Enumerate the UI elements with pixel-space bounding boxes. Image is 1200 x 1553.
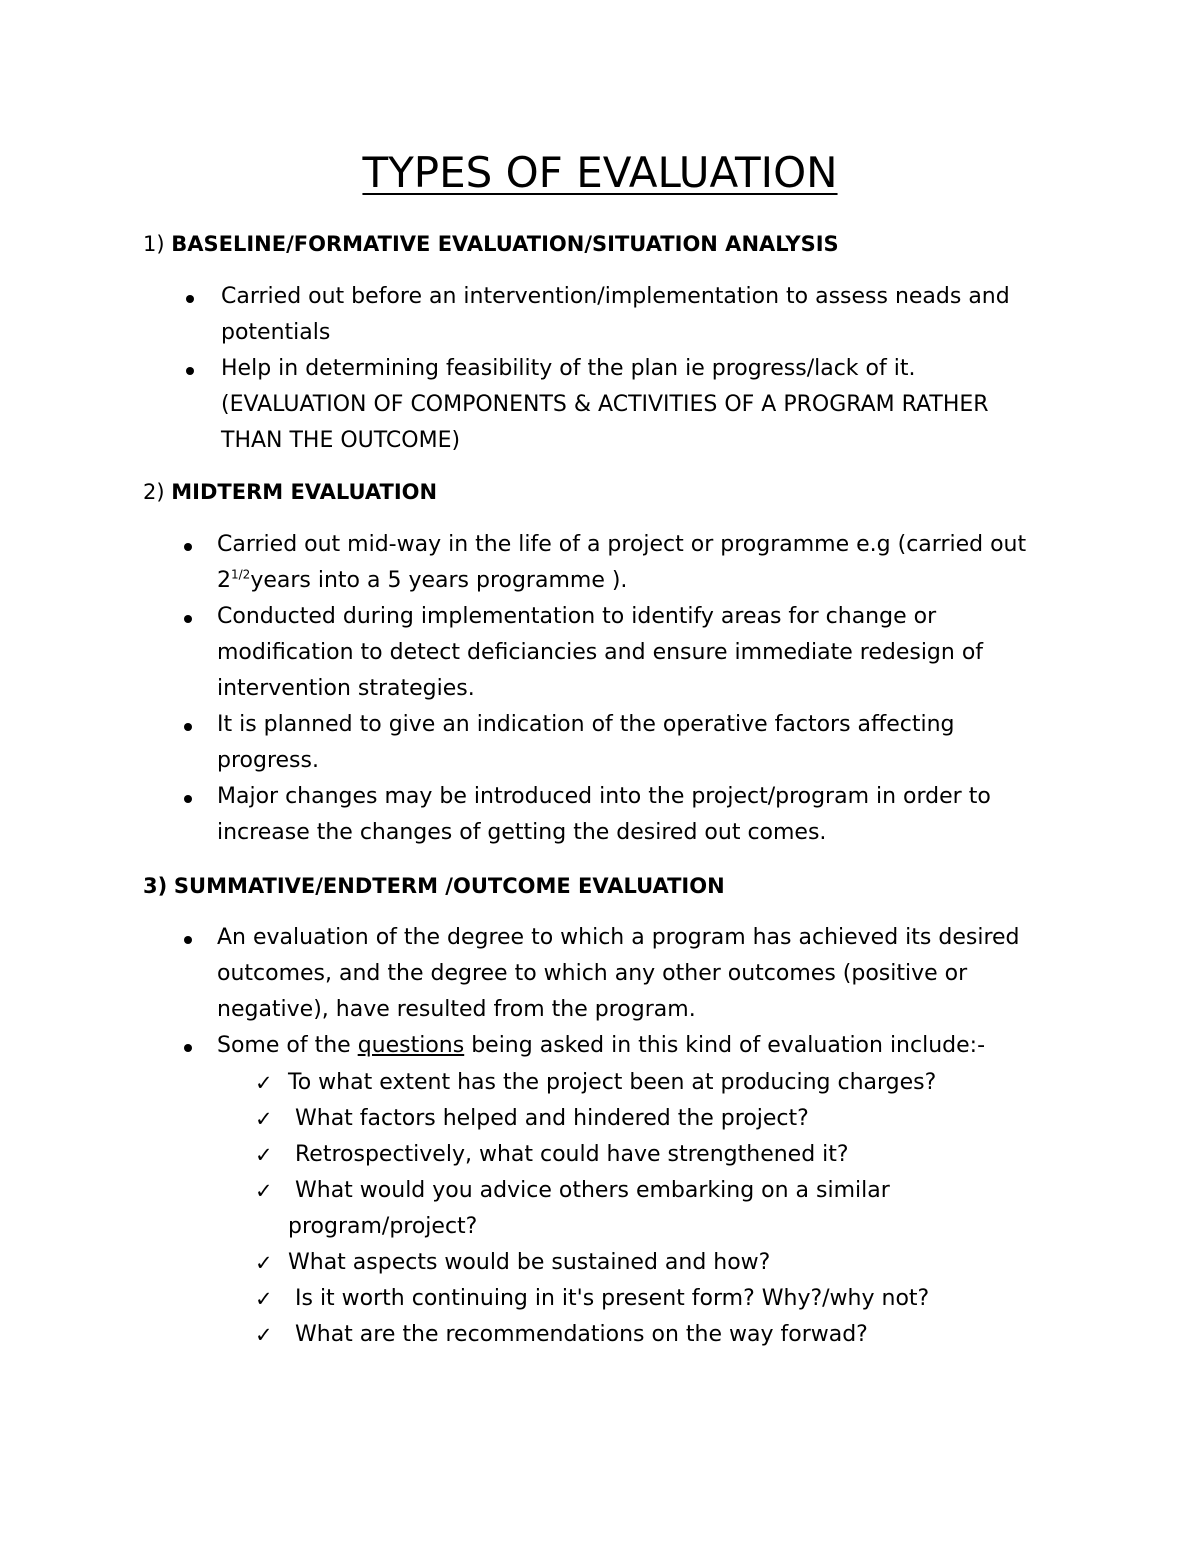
section-2-heading (143, 480, 437, 504)
list-item (255, 1173, 908, 1245)
list-item (217, 920, 1042, 1028)
question-text: What factors helped and hindered the project? (288, 1106, 809, 1131)
list-item (217, 779, 1052, 851)
bullet-text-before: Carried out mid-way in the life of a project or programme e.g (carried out 2 (217, 532, 1027, 593)
bullet-icon (184, 543, 192, 551)
superscript-fraction: 1/2 (231, 567, 251, 582)
checkmark-icon: ✓ (255, 1107, 273, 1131)
list-item (221, 351, 1041, 459)
question-text: What are the recommendations on the way forwad? (288, 1322, 868, 1347)
question-text: Retrospectively, what could have strengthened it? (288, 1142, 849, 1167)
section-2-bullets (217, 527, 1052, 851)
section-2-number: 2) (143, 480, 165, 504)
list-item (217, 1028, 1042, 1064)
list-item (217, 527, 1052, 599)
bullet-icon (186, 295, 194, 303)
section-2-title: MIDTERM EVALUATION (171, 480, 438, 504)
checkmark-icon: ✓ (255, 1179, 273, 1203)
bullet-text: It is planned to give an indication of the operative factors affecting progress. (217, 712, 955, 773)
list-item (255, 1137, 988, 1173)
bullet-text: Conducted during implementation to identify areas for change or modification to detect deficiancies and ensure immediate redesign of intervention strategies. (217, 604, 984, 701)
bullet-text-after: being asked in this kind of evaluation include:- (464, 1033, 986, 1058)
document-title: TYPES OF EVALUATION (362, 148, 838, 197)
bullet-text: Help in determining feasibility of the plan ie progress/lack of it. (EVALUATION OF COMPONENTS & ACTIVITIES OF A PROGRAM RATHER THAN THE OUTCOME) (221, 356, 989, 453)
bullet-icon (184, 1044, 192, 1052)
section-1-number: 1) (143, 232, 165, 256)
bullet-text: An evaluation of the degree to which a program has achieved its desired outcomes, and the degree to which any other outcomes (positive or negative), have resulted from the program. (217, 925, 1020, 1022)
bullet-text: Major changes may be introduced into the project/program in order to increase the changes of getting the desired out comes. (217, 784, 991, 845)
bullet-icon (186, 367, 194, 375)
checkmark-icon: ✓ (255, 1143, 273, 1167)
list-item (255, 1245, 988, 1281)
question-text: Is it worth continuing in it's present form? Why?/why not? (288, 1286, 930, 1311)
bullet-text-after: years into a 5 years programme ). (250, 568, 628, 593)
list-item (217, 707, 1052, 779)
section-3-title: SUMMATIVE/ENDTERM /OUTCOME EVALUATION (173, 874, 725, 898)
checkmark-icon: ✓ (255, 1071, 273, 1095)
section-1-title: BASELINE/FORMATIVE EVALUATION/SITUATION ANALYSIS (171, 232, 839, 256)
list-item (217, 599, 1052, 707)
underlined-word: questions (357, 1033, 465, 1058)
question-text: To what extent has the project been at producing charges? (288, 1070, 937, 1095)
bullet-text-before: Some of the (217, 1033, 358, 1058)
question-text: What aspects would be sustained and how? (288, 1250, 771, 1275)
checkmark-icon: ✓ (255, 1287, 273, 1311)
list-item (221, 279, 1041, 351)
section-3-heading (143, 874, 725, 898)
checkmark-icon: ✓ (255, 1251, 273, 1275)
section-3-bullets (217, 920, 1042, 1064)
bullet-icon (184, 723, 192, 731)
question-text: What would you advice others embarking on a similar program/project? (288, 1178, 897, 1239)
bullet-icon (184, 936, 192, 944)
section-1-bullets (221, 279, 1041, 459)
section-1-heading (143, 232, 839, 256)
section-3-number: 3) (143, 874, 168, 898)
bullet-icon (184, 795, 192, 803)
bullet-text: Carried out before an intervention/implementation to assess neads and potentials (221, 284, 1010, 345)
list-item (255, 1281, 988, 1317)
question-checklist (255, 1065, 988, 1353)
checkmark-icon: ✓ (255, 1323, 273, 1347)
bullet-icon (184, 615, 192, 623)
list-item (255, 1065, 988, 1101)
list-item (255, 1101, 988, 1137)
list-item (255, 1317, 988, 1353)
